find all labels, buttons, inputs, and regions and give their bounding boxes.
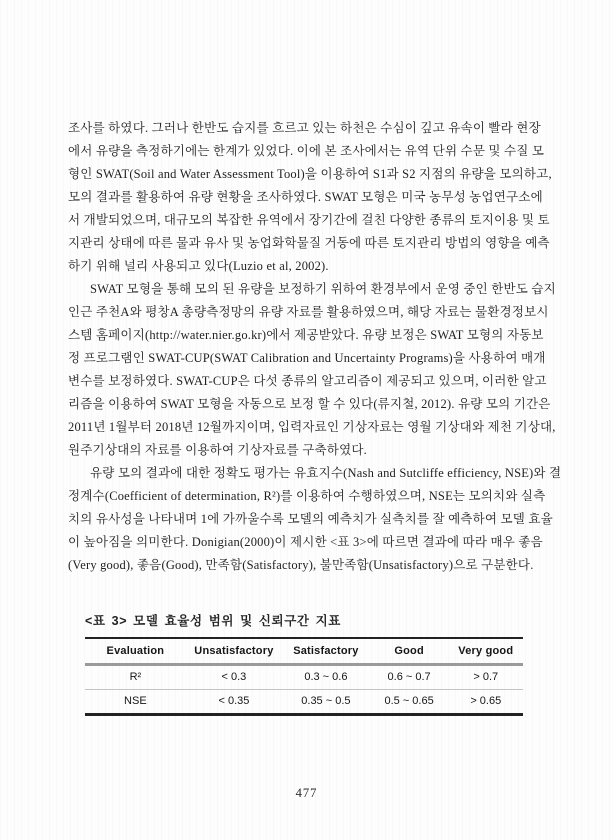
table-header-cell: Good xyxy=(370,638,449,664)
table-row xyxy=(85,664,523,689)
table-cell: 0.6 ~ 0.7 xyxy=(370,664,449,689)
body-line: 2011년 1월부터 2018년 12월까지이며, 입력자료인 기상자료는 영월 기상대와 제천 기상대, xyxy=(68,420,556,434)
table-header-row xyxy=(85,638,523,664)
body-line: 인근 주천A와 평창A 총량측정망의 유량 자료를 활용하였으며, 해당 자료는 물환경정보시 xyxy=(68,305,549,319)
body-line: 치의 유사성을 나타내며 1에 가까울수록 모델의 예측치가 실측치를 잘 예측하여 모델 효율 xyxy=(68,512,553,526)
body-line: 리즘을 이용하여 SWAT 모형을 자동으로 보정 할 수 있다(류지철, 2012). 유량 모의 기간은 xyxy=(68,397,551,411)
table-header-cell: Very good xyxy=(449,638,523,664)
table-row xyxy=(85,689,523,714)
table-cell: 0.35 ~ 0.5 xyxy=(301,695,351,707)
body-line: 모의 결과를 활용하여 유량 현황을 조사하였다. SWAT 모형은 미국 농무성 농업연구소에 xyxy=(68,190,543,204)
body-line: 하기 위해 널리 사용되고 있다(Luzio et al, 2002). xyxy=(68,259,329,273)
body-line: 변수를 보정하였다. SWAT-CUP은 다섯 종류의 알고리즘이 제공되고 있으며, 이러한 알고 xyxy=(68,374,547,388)
table-cell: R² xyxy=(85,664,186,689)
table-cell: < 0.3 xyxy=(186,664,282,689)
body-line: (Very good), 좋음(Good), 만족함(Satisfactory), 불만족함(Unsatisfactory)으로 구분한다. xyxy=(68,558,534,572)
table-cell: < 0.35 xyxy=(218,695,250,707)
body-line: 유량 모의 결과에 대한 정확도 평가는 유효지수(Nash and Sutcliffe efficiency, NSE)와 결 xyxy=(90,466,562,480)
body-line: 원주기상대의 자료를 이용하여 기상자료를 구축하였다. xyxy=(68,443,367,457)
body-line: 이 높아짐을 의미한다. Donigian(2000)이 제시한 <표 3>에 따르면 결과에 따라 매우 좋음 xyxy=(68,535,543,549)
model-efficiency-table xyxy=(85,637,523,716)
body-text xyxy=(68,117,562,577)
table-body xyxy=(85,664,523,714)
table-cell: 0.5 ~ 0.65 xyxy=(384,695,434,707)
page-number: 477 xyxy=(295,786,318,800)
body-line: 조사를 하였다. 그러나 한반도 습지를 흐르고 있는 하천은 수심이 깊고 유속이 빨라 현장 xyxy=(68,121,541,135)
body-line: 에서 유량을 측정하기에는 한계가 있었다. 이에 본 조사에서는 유역 단위 수문 및 수질 모 xyxy=(68,144,545,158)
table-header-cell: Satisfactory xyxy=(282,638,370,664)
table-caption: <표 3> 모델 효율성 범위 및 신뢰구간 지표 xyxy=(85,614,341,628)
body-line: SWAT 모형을 통해 모의 된 유량을 보정하기 위하여 환경부에서 운영 중인 한반도 습지 xyxy=(90,282,556,296)
table-cell: 0.3 ~ 0.6 xyxy=(282,664,370,689)
table-header-cell: Unsatisfactory xyxy=(186,638,282,664)
table-cell: > 0.65 xyxy=(470,695,502,707)
body-line: 정계수(Coefficient of determination, R²)를 이용하여 수행하였으며, NSE는 모의치와 실측 xyxy=(68,489,546,503)
body-line: 스템 홈페이지(http://water.nier.go.kr)에서 제공받았다. 유량 보정은 SWAT 모형의 자동보 xyxy=(68,328,544,342)
table-cell: NSE xyxy=(124,695,147,707)
body-line: 서 개발되었으며, 대규모의 복잡한 유역에서 장기간에 걸친 다양한 종류의 토지이용 및 토 xyxy=(68,213,550,227)
table-header-cell: Evaluation xyxy=(85,638,186,664)
body-line: 정 프로그램인 SWAT-CUP(SWAT Calibration and Uncertainty Programs)을 사용하여 매개 xyxy=(68,351,546,365)
table-cell: > 0.7 xyxy=(449,664,523,689)
body-line: 지관리 상태에 따른 물과 유사 및 농업화학물질 거동에 따른 토지관리 방법의 영향을 예측 xyxy=(68,236,550,250)
body-line: 형인 SWAT(Soil and Water Assessment Tool)을 이용하여 S1과 S2 지점의 유량을 모의하고, xyxy=(68,167,552,181)
